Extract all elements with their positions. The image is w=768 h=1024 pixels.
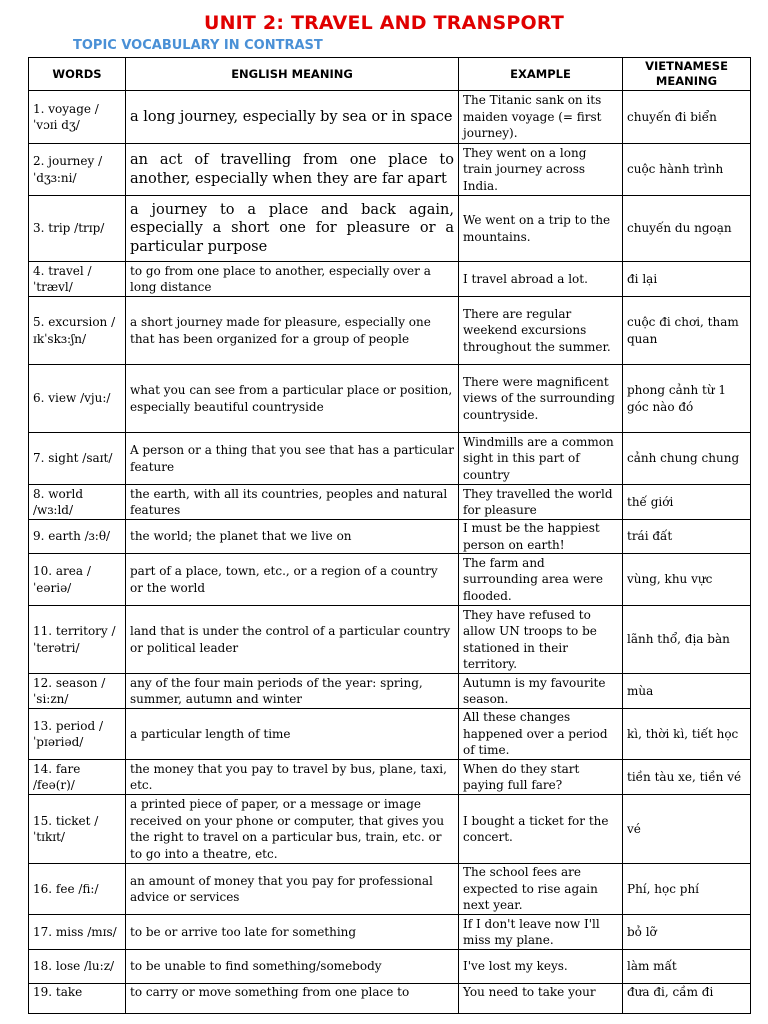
table-row: [29, 864, 751, 915]
column-header-english-meaning: ENGLISH MEANING: [126, 58, 459, 91]
table-row: [29, 760, 751, 795]
example-cell: We went on a trip to the mountains.: [459, 196, 623, 262]
example-cell: I must be the happiest person on earth!: [459, 520, 623, 554]
english-meaning-cell: part of a place, town, etc., or a region of a country or the world: [126, 554, 459, 606]
table-row: [29, 795, 751, 864]
table-row: [29, 365, 751, 433]
word-cell: 6. view /vju:/: [29, 365, 126, 433]
table-header-row: [29, 58, 751, 91]
example-cell: The farm and surrounding area were flooded.: [459, 554, 623, 606]
table-row: [29, 950, 751, 984]
word-cell: 10. area /ˈeəriə/: [29, 554, 126, 606]
table-row: [29, 520, 751, 554]
english-meaning-cell: a journey to a place and back again, especially a short one for pleasure or a particular purpose: [126, 196, 459, 262]
vietnamese-meaning-cell: vé: [623, 795, 751, 864]
vietnamese-meaning-cell: chuyến đi biển: [623, 91, 751, 144]
example-cell: If I don't leave now I'll miss my plane.: [459, 915, 623, 950]
word-cell: 8. world /wɜ:ld/: [29, 485, 126, 520]
word-cell: 17. miss /mɪs/: [29, 915, 126, 950]
english-meaning-cell: what you can see from a particular place or position, especially beautiful countryside: [126, 365, 459, 433]
table-row: [29, 144, 751, 196]
english-meaning-cell: a long journey, especially by sea or in space: [126, 91, 459, 144]
example-cell: You need to take your: [459, 984, 623, 1014]
english-meaning-cell: A person or a thing that you see that has a particular feature: [126, 433, 459, 485]
example-cell: Autumn is my favourite season.: [459, 674, 623, 709]
vietnamese-meaning-cell: bỏ lỡ: [623, 915, 751, 950]
vietnamese-meaning-cell: trái đất: [623, 520, 751, 554]
example-cell: They have refused to allow UN troops to be stationed in their territory.: [459, 606, 623, 674]
example-cell: There are regular weekend excursions throughout the summer.: [459, 297, 623, 365]
column-header-vietnamese-meaning: VIETNAMESE MEANING: [623, 58, 751, 91]
word-cell: 4. travel /ˈtrævl/: [29, 262, 126, 297]
table-row: [29, 196, 751, 262]
table-row: [29, 709, 751, 760]
english-meaning-cell: an amount of money that you pay for professional advice or services: [126, 864, 459, 915]
english-meaning-cell: an act of travelling from one place to another, especially when they are far apart: [126, 144, 459, 196]
table-row: [29, 297, 751, 365]
english-meaning-cell: to go from one place to another, especially over a long distance: [126, 262, 459, 297]
vocabulary-table: [28, 57, 751, 1014]
vietnamese-meaning-cell: cảnh chung chung: [623, 433, 751, 485]
vietnamese-meaning-cell: kì, thời kì, tiết học: [623, 709, 751, 760]
example-cell: They travelled the world for pleasure: [459, 485, 623, 520]
vietnamese-meaning-cell: thế giới: [623, 485, 751, 520]
table-row: [29, 984, 751, 1014]
example-cell: All these changes happened over a period of time.: [459, 709, 623, 760]
english-meaning-cell: any of the four main periods of the year: spring, summer, autumn and winter: [126, 674, 459, 709]
word-cell: 19. take: [29, 984, 126, 1014]
table-row: [29, 91, 751, 144]
column-header-words: WORDS: [29, 58, 126, 91]
table-row: [29, 674, 751, 709]
example-cell: The school fees are expected to rise again next year.: [459, 864, 623, 915]
vietnamese-meaning-cell: đưa đi, cầm đi: [623, 984, 751, 1014]
english-meaning-cell: the world; the planet that we live on: [126, 520, 459, 554]
word-cell: 13. period /ˈpɪəriəd/: [29, 709, 126, 760]
word-cell: 12. season /ˈsi:zn/: [29, 674, 126, 709]
word-cell: 1. voyage /ˈvɔɪi dʒ/: [29, 91, 126, 144]
vietnamese-meaning-cell: cuộc đi chơi, tham quan: [623, 297, 751, 365]
english-meaning-cell: a printed piece of paper, or a message or image received on your phone or computer, that gives you the right to travel on a particular bus, train, etc. or to go into a theatre, etc.: [126, 795, 459, 864]
example-cell: The Titanic sank on its maiden voyage (= first journey).: [459, 91, 623, 144]
english-meaning-cell: a short journey made for pleasure, especially one that has been organized for a group of people: [126, 297, 459, 365]
word-cell: 14. fare /feə(r)/: [29, 760, 126, 795]
english-meaning-cell: to be or arrive too late for something: [126, 915, 459, 950]
english-meaning-cell: the earth, with all its countries, peoples and natural features: [126, 485, 459, 520]
example-cell: I travel abroad a lot.: [459, 262, 623, 297]
vietnamese-meaning-cell: cuộc hành trình: [623, 144, 751, 196]
table-row: [29, 433, 751, 485]
table-row: [29, 606, 751, 674]
vietnamese-meaning-cell: đi lại: [623, 262, 751, 297]
word-cell: 2. journey /ˈdʒɜ:ni/: [29, 144, 126, 196]
word-cell: 7. sight /saɪt/: [29, 433, 126, 485]
vietnamese-meaning-cell: làm mất: [623, 950, 751, 984]
word-cell: 5. excursion /ɪkˈskɜ:ʃn/: [29, 297, 126, 365]
english-meaning-cell: to be unable to find something/somebody: [126, 950, 459, 984]
example-cell: Windmills are a common sight in this part of country: [459, 433, 623, 485]
example-cell: I bought a ticket for the concert.: [459, 795, 623, 864]
column-header-example: EXAMPLE: [459, 58, 623, 91]
table-row: [29, 554, 751, 606]
vietnamese-meaning-cell: lãnh thổ, địa bàn: [623, 606, 751, 674]
page-title: UNIT 2: TRAVEL AND TRANSPORT: [203, 12, 565, 34]
english-meaning-cell: a particular length of time: [126, 709, 459, 760]
example-cell: There were magnificent views of the surrounding countryside.: [459, 365, 623, 433]
vietnamese-meaning-cell: tiền tàu xe, tiền vé: [623, 760, 751, 795]
word-cell: 9. earth /ɜ:θ/: [29, 520, 126, 554]
table-row: [29, 915, 751, 950]
example-cell: When do they start paying full fare?: [459, 760, 623, 795]
vietnamese-meaning-cell: vùng, khu vực: [623, 554, 751, 606]
vietnamese-meaning-cell: chuyến du ngoạn: [623, 196, 751, 262]
example-cell: They went on a long train journey across India.: [459, 144, 623, 196]
vietnamese-meaning-cell: phong cảnh từ 1 góc nào đó: [623, 365, 751, 433]
vietnamese-meaning-cell: mùa: [623, 674, 751, 709]
table-row: [29, 485, 751, 520]
word-cell: 18. lose /lu:z/: [29, 950, 126, 984]
table-row: [29, 262, 751, 297]
word-cell: 15. ticket /ˈtɪkɪt/: [29, 795, 126, 864]
page-subtitle: TOPIC VOCABULARY IN CONTRAST: [73, 38, 323, 53]
vietnamese-meaning-cell: Phí, học phí: [623, 864, 751, 915]
english-meaning-cell: land that is under the control of a particular country or political leader: [126, 606, 459, 674]
english-meaning-cell: the money that you pay to travel by bus, plane, taxi, etc.: [126, 760, 459, 795]
word-cell: 11. territory /ˈterətri/: [29, 606, 126, 674]
english-meaning-cell: to carry or move something from one place to: [126, 984, 459, 1014]
word-cell: 3. trip /trɪp/: [29, 196, 126, 262]
word-cell: 16. fee /fi:/: [29, 864, 126, 915]
example-cell: I've lost my keys.: [459, 950, 623, 984]
